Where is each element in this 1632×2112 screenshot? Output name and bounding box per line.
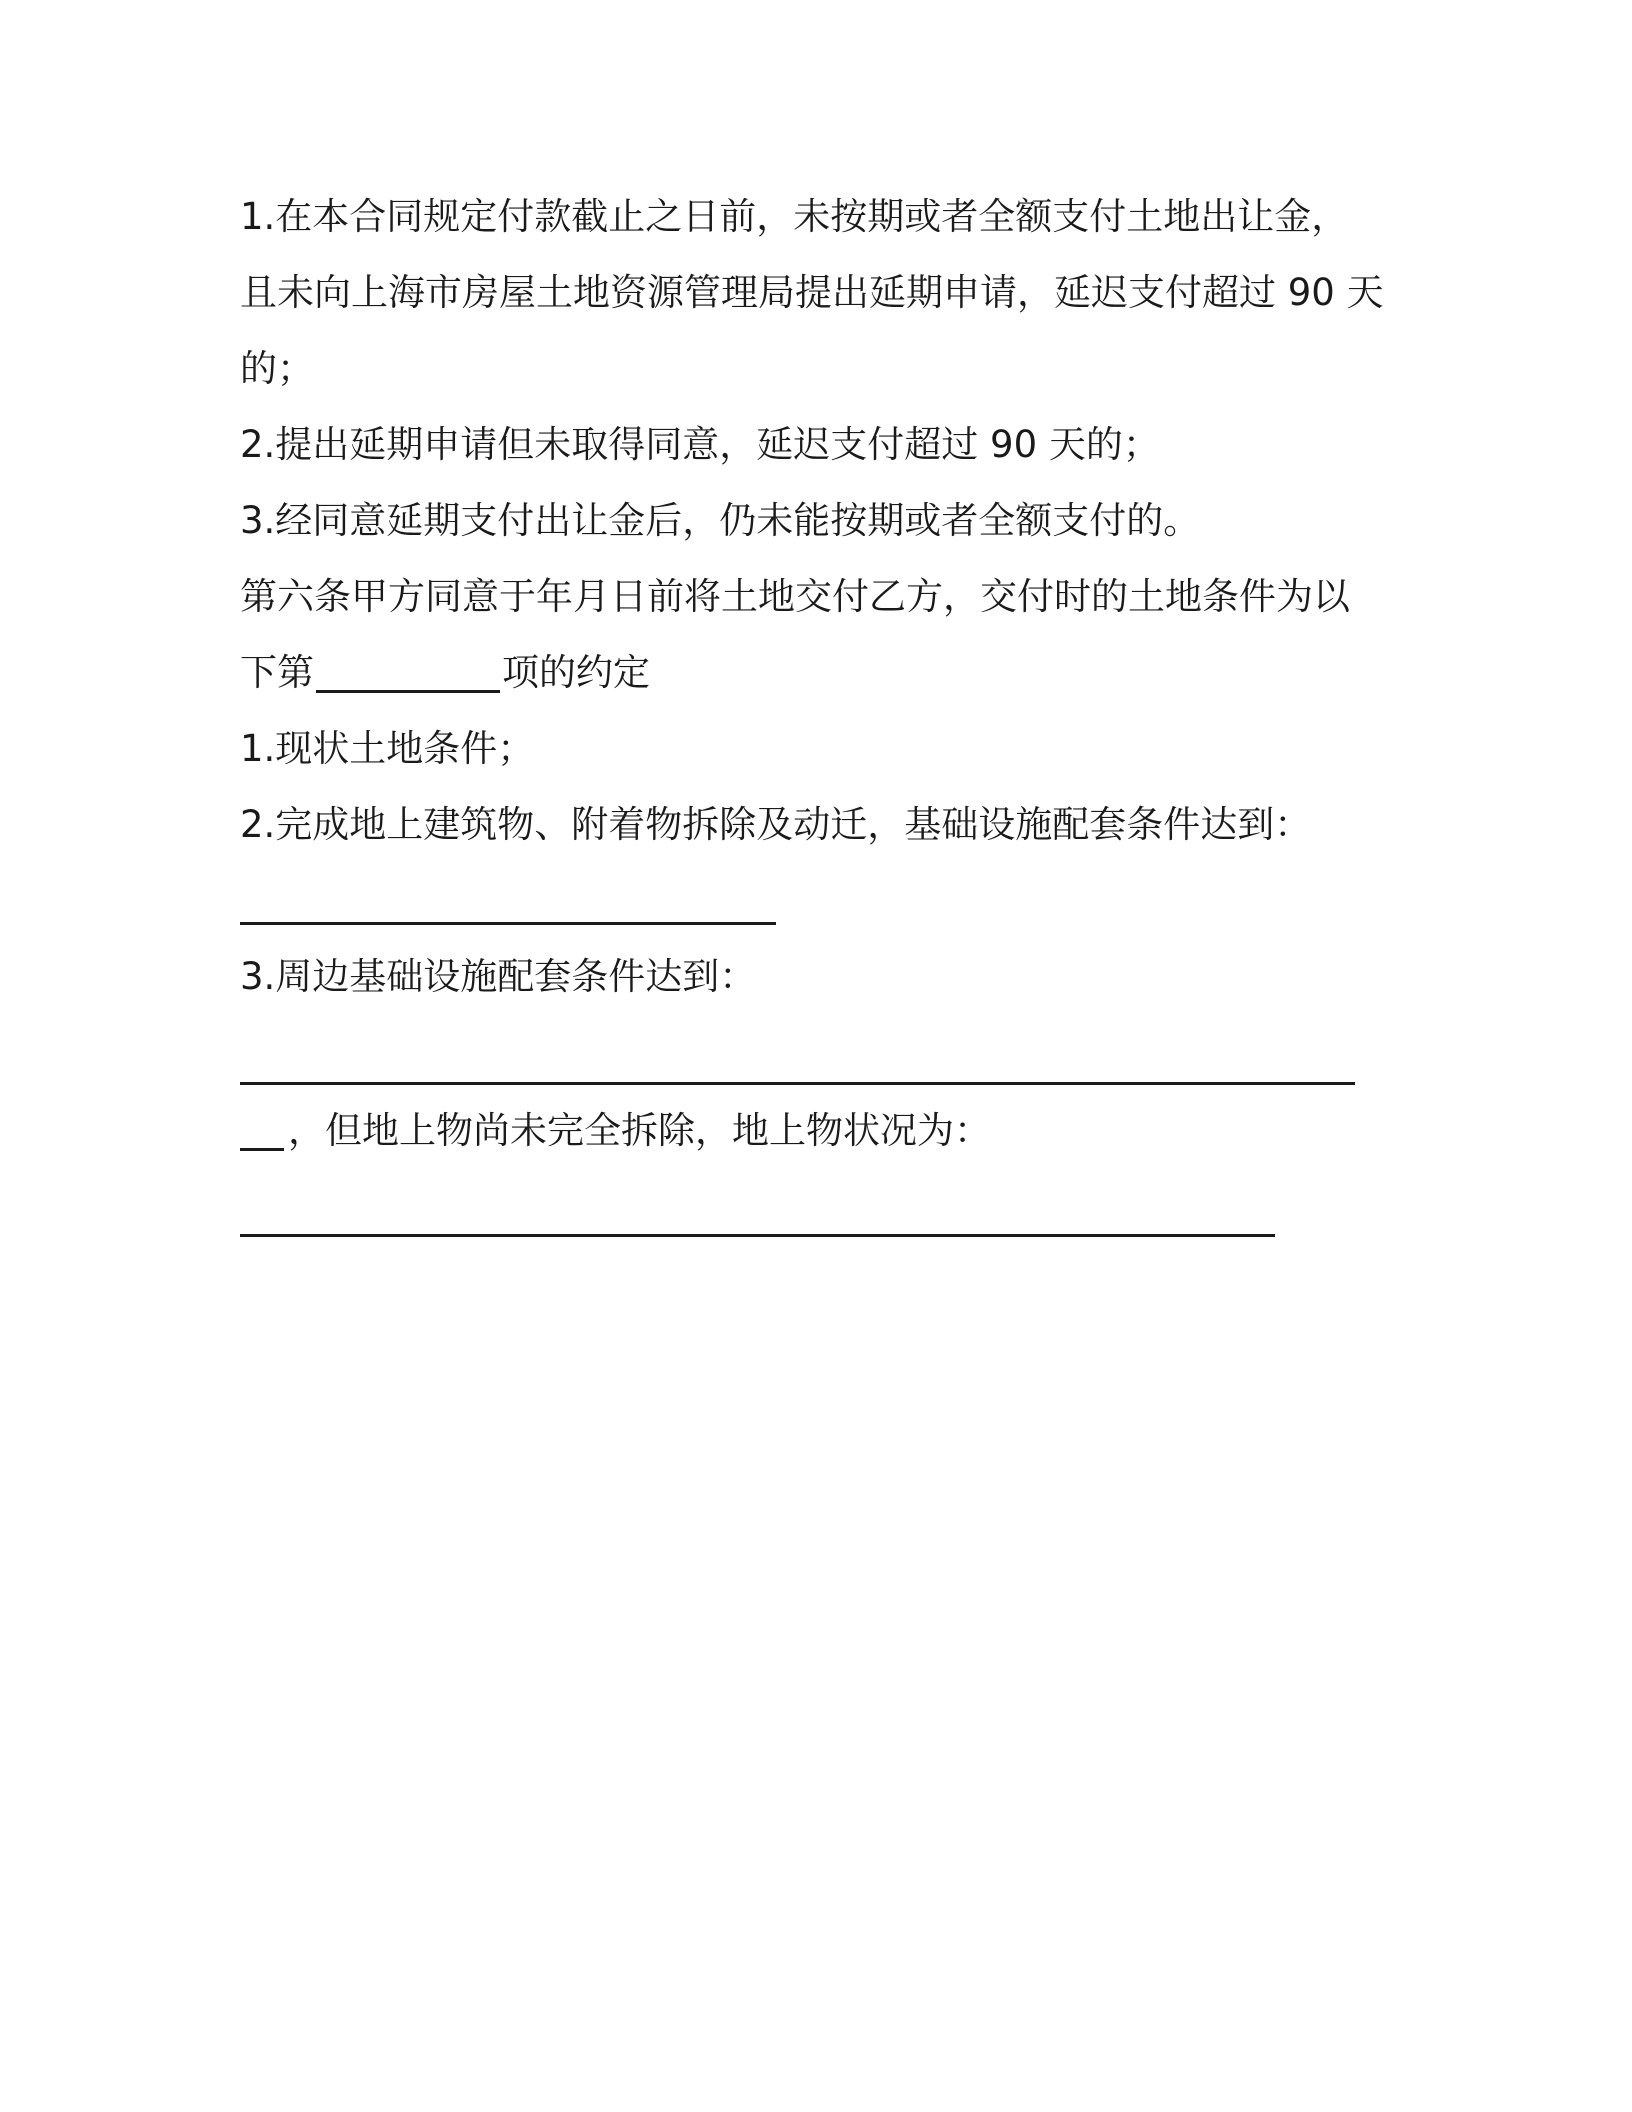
fill-in-blank-3 (240, 1234, 1275, 1237)
fill-in-blank-2 (240, 1082, 1355, 1085)
choice-prefix: 下第 (240, 651, 314, 694)
clause-item-1: 1.在本合同规定付款截止之日前，未按期或者全额支付土地出让金， (240, 195, 1349, 238)
fill-in-blank-2-tail (240, 1148, 284, 1151)
article-six-choice-line (240, 648, 650, 698)
condition-item-3-text: ，但地上物尚未完全拆除，地上物状况为： (288, 1109, 991, 1152)
condition-item-2: 2.完成地上建筑物、附着物拆除及动迁，基础设施配套条件达到： (240, 803, 1312, 846)
choice-blank (316, 690, 500, 693)
condition-item-3: 3.周边基础设施配套条件达到： (240, 955, 757, 998)
condition-item-1: 1.现状土地条件； (240, 727, 535, 770)
clause-item-1-continued: 且未向上海市房屋土地资源管理局提出延期申请，延迟支付超过 90 天 (240, 271, 1384, 314)
condition-item-3-continued (240, 1106, 991, 1156)
clause-item-1-end: 的； (240, 347, 314, 390)
fill-in-blank-1 (240, 922, 776, 925)
clause-item-3: 3.经同意延期支付出让金后，仍未能按期或者全额支付的。 (240, 499, 1201, 542)
choice-suffix: 项的约定 (502, 651, 650, 694)
clause-item-2: 2.提出延期申请但未取得同意，延迟支付超过 90 天的； (240, 423, 1160, 466)
article-six-heading: 第六条甲方同意于年月日前将土地交付乙方，交付时的土地条件为以 (240, 575, 1350, 618)
